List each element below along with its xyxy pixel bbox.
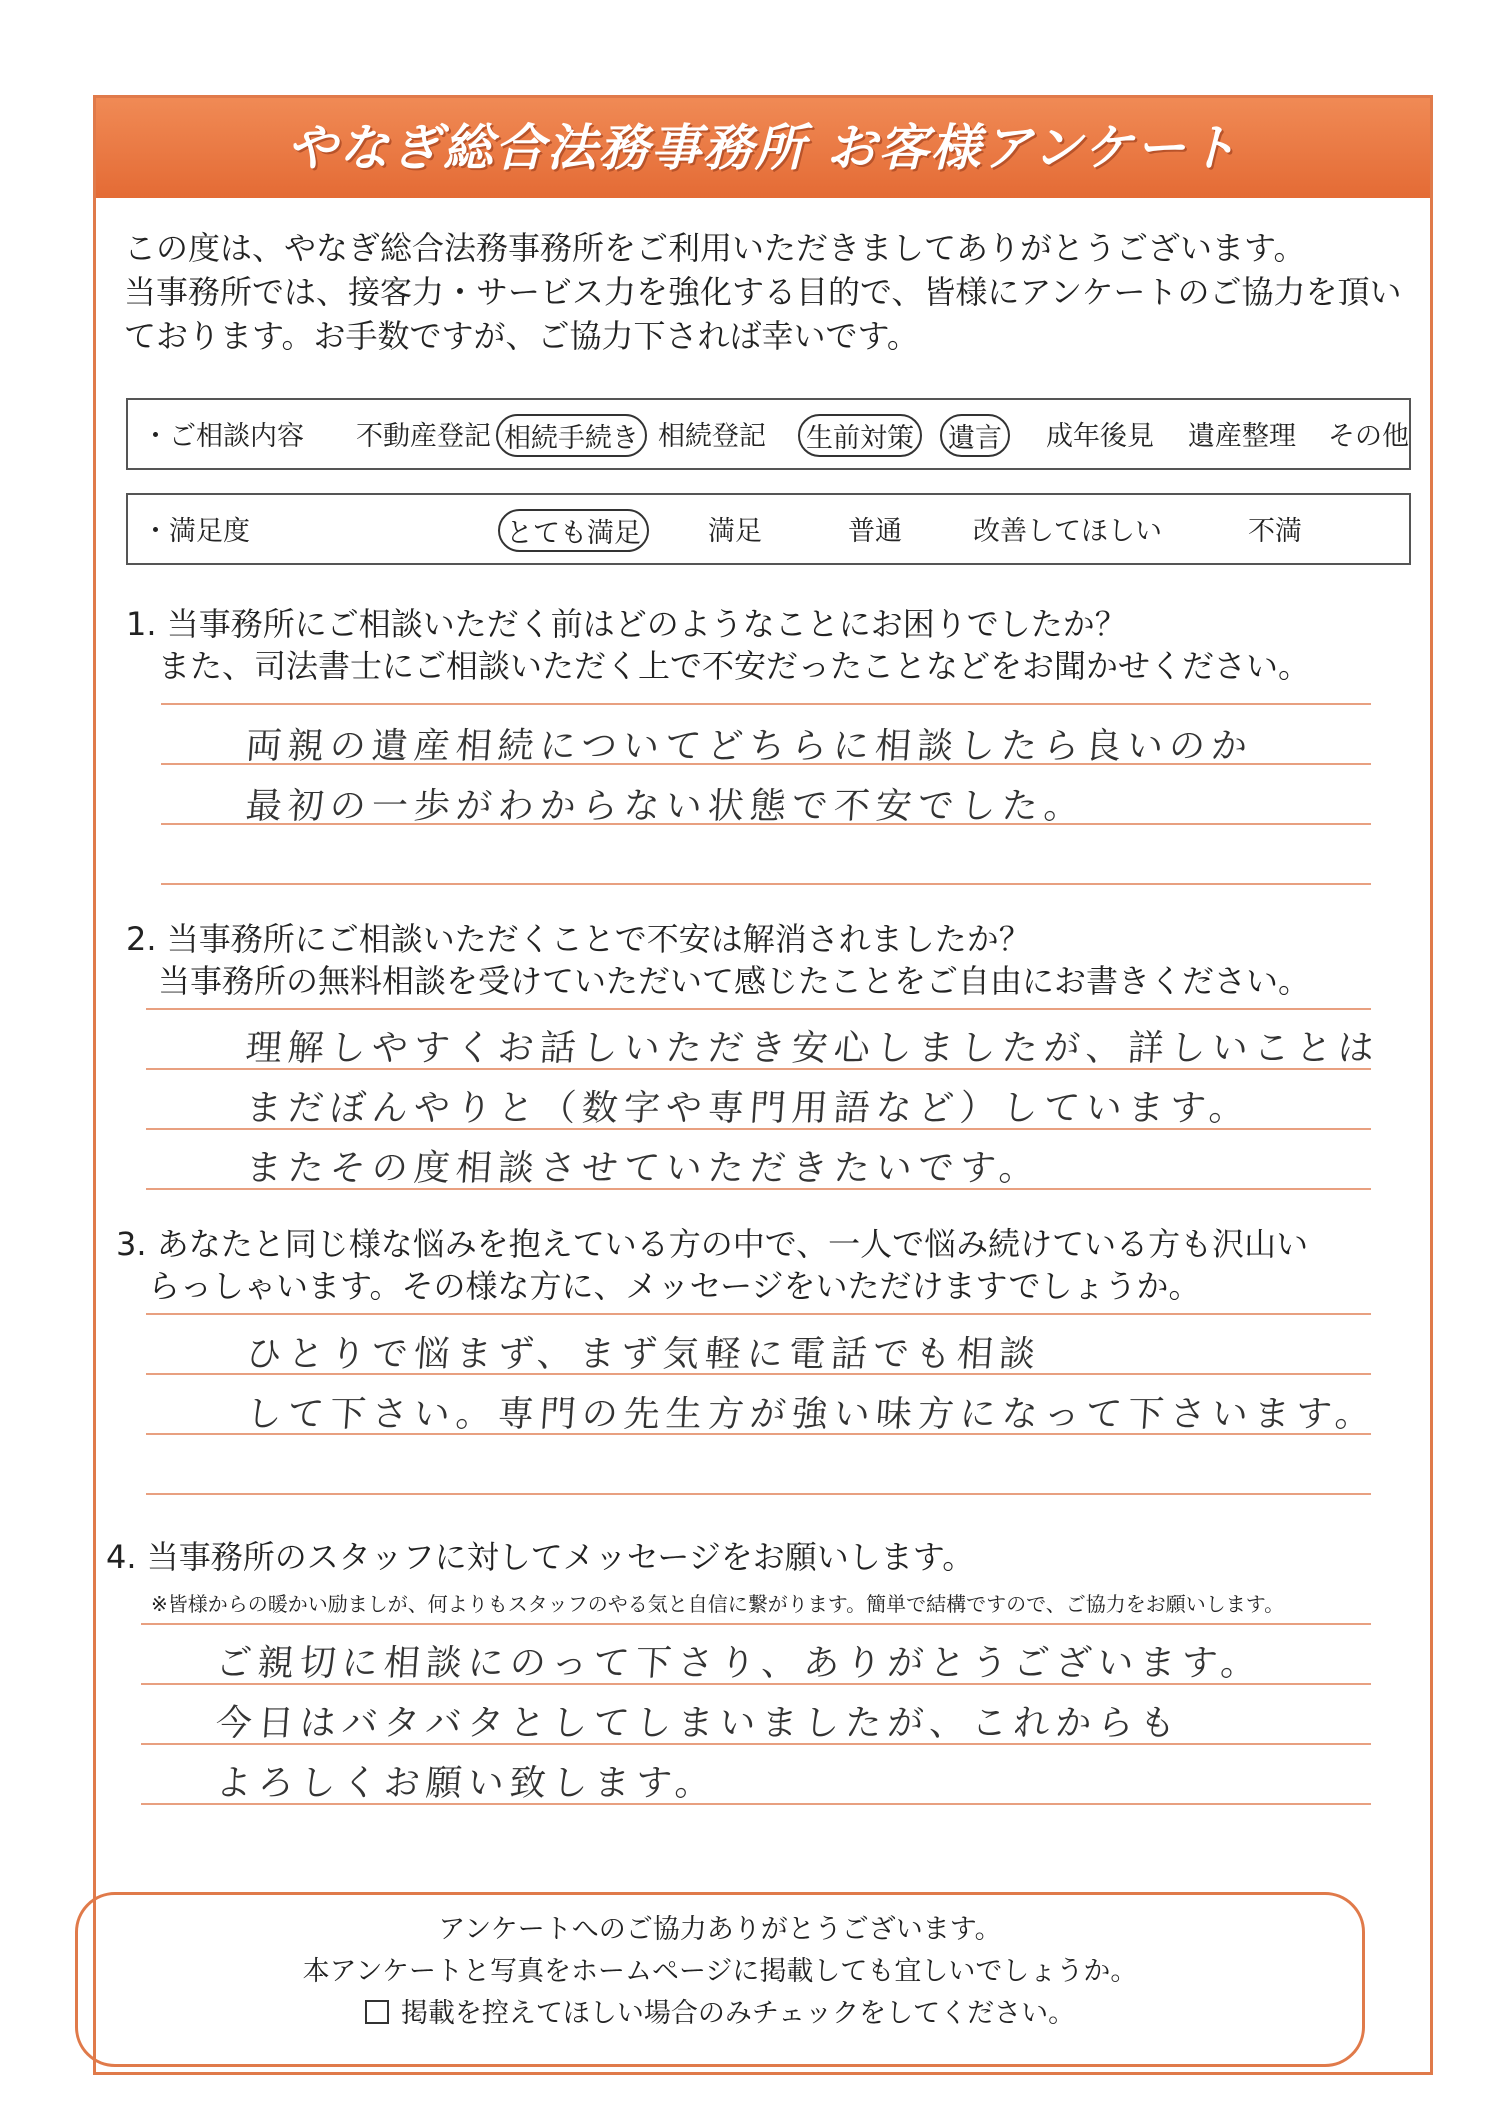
handwritten-answer: またその度相談させていただきたいです。: [244, 1148, 1043, 1189]
answer-rule: [146, 1493, 1371, 1495]
intro-line: ております。お手数ですが、ご協力下されば幸いです。: [124, 317, 919, 355]
question-4: [106, 1536, 974, 1578]
question-line: 2. 当事務所にご相談いただくことで不安は解消されましたか？: [126, 920, 1031, 958]
question-3: [116, 1223, 1308, 1307]
survey-title: やなぎ総合法務事務所 お客様アンケート: [286, 119, 1240, 177]
handwritten-answer: 今日はバタバタとしてしまいましたが、これからも: [214, 1703, 1183, 1744]
answer-rule: [141, 1623, 1371, 1625]
consult-row: [126, 398, 1411, 470]
intro-line: 当事務所では、接客力・サービス力を強化する目的で、皆様にアンケートのご協力を頂い: [124, 273, 1402, 311]
satisfaction-option[interactable]: 改善してほしい: [973, 516, 1162, 547]
handwritten-answer: まだぼんやりと（数字や専門用語など）しています。: [244, 1088, 1253, 1129]
satisfaction-option[interactable]: 満足: [708, 516, 762, 547]
footer-question: 本アンケートと写真をホームページに掲載しても宜しいでしょうか。: [302, 1956, 1138, 1987]
answer-rule: [146, 1313, 1371, 1315]
question-line: 当事務所の無料相談を受けていただいて感じたことをご自由にお書きください。: [126, 962, 1311, 1000]
question-line: また、司法書士にご相談いただく上で不安だったことなどをお聞かせください。: [126, 647, 1311, 685]
question-2: [126, 918, 1310, 1002]
answer-rule: [161, 883, 1371, 885]
question-line: 1. 当事務所にご相談いただく前はどのようなことにお困りでしたか？: [126, 605, 1127, 643]
consult-option[interactable]: その他: [1328, 421, 1409, 452]
satisfaction-option[interactable]: 不満: [1248, 516, 1302, 547]
question-line: 4. 当事務所のスタッフに対してメッセージをお願いします。: [106, 1538, 975, 1576]
question-line: らっしゃいます。その様な方に、メッセージをいただけますでしょうか。: [116, 1267, 1201, 1305]
satisfaction-row: [126, 493, 1411, 565]
handwritten-answer: ひとりで悩まず、まず気軽に電話でも相談: [244, 1334, 1043, 1375]
handwritten-answer: 最初の一歩がわからない状態で不安でした。: [244, 786, 1088, 827]
answer-rule: [146, 1008, 1371, 1010]
question-1: [126, 603, 1310, 687]
answer-rule: [161, 703, 1371, 705]
question-note: ※皆様からの暖かい励ましが、何よりもスタッフのやる気と自信に繋がります。簡単で結構ですので、ご協力をお願いします。: [151, 1592, 1285, 1616]
footer-box: [75, 1892, 1365, 2067]
handwritten-answer: 両親の遺産相続についてどちらに相談したら良いのか: [244, 726, 1255, 767]
footer-checkbox-row[interactable]: [78, 1993, 1362, 2035]
handwritten-answer: して下さい。専門の先生方が強い味方になって下さいます。: [244, 1394, 1379, 1435]
consult-option[interactable]: 不動産登記: [356, 421, 491, 452]
satisfaction-label: ・満足度: [142, 516, 250, 547]
consult-option[interactable]: 成年後見: [1046, 421, 1154, 452]
handwritten-answer: 理解しやすくお話しいただき安心しましたが、詳しいことは: [244, 1028, 1382, 1069]
consult-option[interactable]: 相続登記: [658, 421, 766, 452]
consult-option-selected[interactable]: 相続手続き: [496, 414, 647, 457]
handwritten-answer: よろしくお願い致します。: [214, 1763, 719, 1804]
opt-out-checkbox-label: 掲載を控えてほしい場合のみチェックをしてください。: [400, 1998, 1076, 2029]
satisfaction-option[interactable]: 普通: [848, 516, 902, 547]
footer-thanks: アンケートへのご協力ありがとうございます。: [438, 1914, 1002, 1945]
consult-option-selected[interactable]: 生前対策: [798, 414, 922, 457]
consult-option-selected[interactable]: 遺言: [940, 414, 1010, 457]
question-line: 3. あなたと同じ様な悩みを抱えている方の中で、一人で悩み続けている方も沢山い: [116, 1225, 1309, 1263]
consult-label: ・ご相談内容: [142, 421, 304, 452]
satisfaction-option-selected[interactable]: とても満足: [498, 509, 649, 552]
intro-text: [124, 226, 1414, 358]
survey-sheet: [93, 95, 1433, 2075]
intro-line: この度は、やなぎ総合法務事務所をご利用いただきましてありがとうございます。: [124, 229, 1306, 267]
consult-option[interactable]: 遺産整理: [1188, 421, 1296, 452]
opt-out-checkbox[interactable]: [365, 2000, 389, 2024]
handwritten-answer: ご親切に相談にのって下さり、ありがとうございます。: [214, 1643, 1264, 1684]
